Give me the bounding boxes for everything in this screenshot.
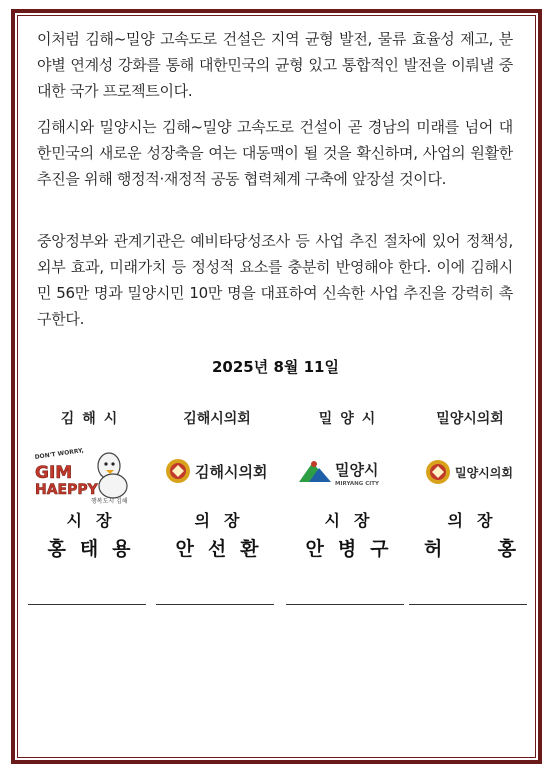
signature-line bbox=[28, 604, 146, 605]
svg-text:DON'T WORRY,: DON'T WORRY, bbox=[34, 447, 85, 461]
svg-text:밀양시의회: 밀양시의회 bbox=[455, 466, 513, 480]
signatory-title: 시장 bbox=[66, 511, 126, 530]
svg-text:GIM: GIM bbox=[35, 463, 73, 483]
signatory-name: 안병구 bbox=[305, 538, 403, 560]
miryang-council-logo bbox=[410, 444, 530, 506]
signatory-title: 의장 bbox=[447, 511, 507, 530]
miryang-mountain-icon bbox=[299, 461, 331, 482]
gimhae-city-logo bbox=[29, 444, 149, 506]
svg-text:김해시의회: 김해시의회 bbox=[195, 463, 268, 481]
paragraph-3: 중앙정부와 관계기관은 예비타당성조사 등 사업 추진 절차에 있어 정책성, 외부 효과, 미래가치 등 정성적 요소를 충분히 반영해야 한다. 이에 김해시민 56만 명과 밀양시민 10만 명을 대표하여 신속한 사업 추진을 강력히 촉구한다. bbox=[37, 232, 513, 328]
council-emblem-icon bbox=[426, 460, 450, 484]
svg-text:행복도시 김해: 행복도시 김해 bbox=[91, 498, 128, 505]
duck-mascot-icon bbox=[98, 453, 127, 498]
council-emblem-icon bbox=[166, 459, 190, 483]
org-name: 밀양시 bbox=[318, 411, 384, 427]
signature-line bbox=[286, 604, 404, 605]
svg-text:밀양시: 밀양시 bbox=[335, 461, 379, 479]
signatory-title: 의장 bbox=[194, 511, 254, 530]
paragraph-1: 이처럼 김해~밀양 고속도로 건설은 지역 균형 발전, 물류 효율성 제고, 분야별 연계성 강화를 통해 대한민국의 균형 있고 통합적인 발전을 이뤄낼 중대한 국가 프로젝트이다. bbox=[37, 30, 513, 100]
org-name: 김해시 bbox=[60, 411, 126, 427]
signatory-name: 홍태용 bbox=[47, 538, 145, 560]
org-name: 밀양시의회 bbox=[436, 411, 504, 427]
signatory-name: 허 홍 bbox=[424, 538, 530, 560]
gimhae-council-logo bbox=[157, 444, 277, 506]
svg-text:MIRYANG CITY: MIRYANG CITY bbox=[335, 481, 380, 487]
signature-line bbox=[156, 604, 274, 605]
signatory-title: 시장 bbox=[324, 511, 384, 530]
org-name: 김해시의회 bbox=[183, 411, 251, 427]
document-date: 2025년 8월 11일 bbox=[212, 358, 339, 376]
signatory-name: 안선환 bbox=[175, 538, 273, 560]
paragraph-2: 김해시와 밀양시는 김해~밀양 고속도로 건설이 곧 경남의 미래를 넘어 대한민국의 새로운 성장축을 여는 대동맥이 될 것을 확신하며, 사업의 원활한 추진을 위해 행정적·재정적 공동 협력체계 구축에 앞장설 것이다. bbox=[37, 118, 513, 188]
signature-line bbox=[409, 604, 527, 605]
miryang-city-logo bbox=[287, 444, 407, 506]
svg-text:HAEPPY: HAEPPY bbox=[35, 482, 98, 498]
